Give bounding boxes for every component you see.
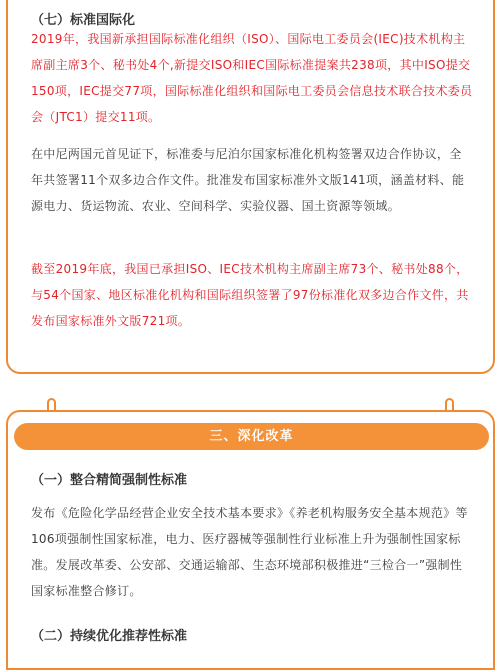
paragraph-mandatory-standards: 发布《危险化学品经营企业安全技术基本要求》《养老机构服务安全基本规范》等106项强制性国家标准，电力、医疗器械等强制性行业标准上升为强制性国家标准。发展改革委、公安部、交通运输部、生态环境部积极推进“三检合一”强制性国家标准整合修订。 [31, 506, 468, 598]
subsection-heading-recommended-standards: （二）持续优化推荐性标准 [31, 629, 188, 644]
subsection-heading-mandatory-standards: （一）整合精简强制性标准 [31, 473, 188, 488]
paragraph-international-proposals: 2019年，我国新承担国际标准化组织（ISO）、国际电工委员会(IEC)技术机构主席副主席3个、秘书处4个,新提交ISO和IEC国际标准提案共238项，其中ISO提交150项，IEC提交77项，国际标准化组织和国际电工委员会信息技术联合技术委员会（JTC1）提交11项。 [31, 32, 473, 124]
paragraph-bilateral-cooperation: 在中尼两国元首见证下，标准委与尼泊尔国家标准化机构签署双边合作协议，全年共签署11个双多边合作文件。批准发布国家标准外文版141项，涵盖材料、能源电力、货运物流、农业、空间科学、实验仪器、国土资源等领域。 [31, 147, 465, 213]
section-banner-deepen-reform: 三、深化改革 [14, 423, 489, 450]
paragraph-cumulative-stats: 截至2019年底，我国已承担ISO、IEC技术机构主席副主席73个、秘书处88个，与54个国家、地区标准化机构和国际组织签署了97份标准化双多边合作文件，共发布国家标准外文版721项。 [31, 262, 469, 328]
section-heading-standard-internationalization: （七）标准国际化 [31, 13, 136, 28]
